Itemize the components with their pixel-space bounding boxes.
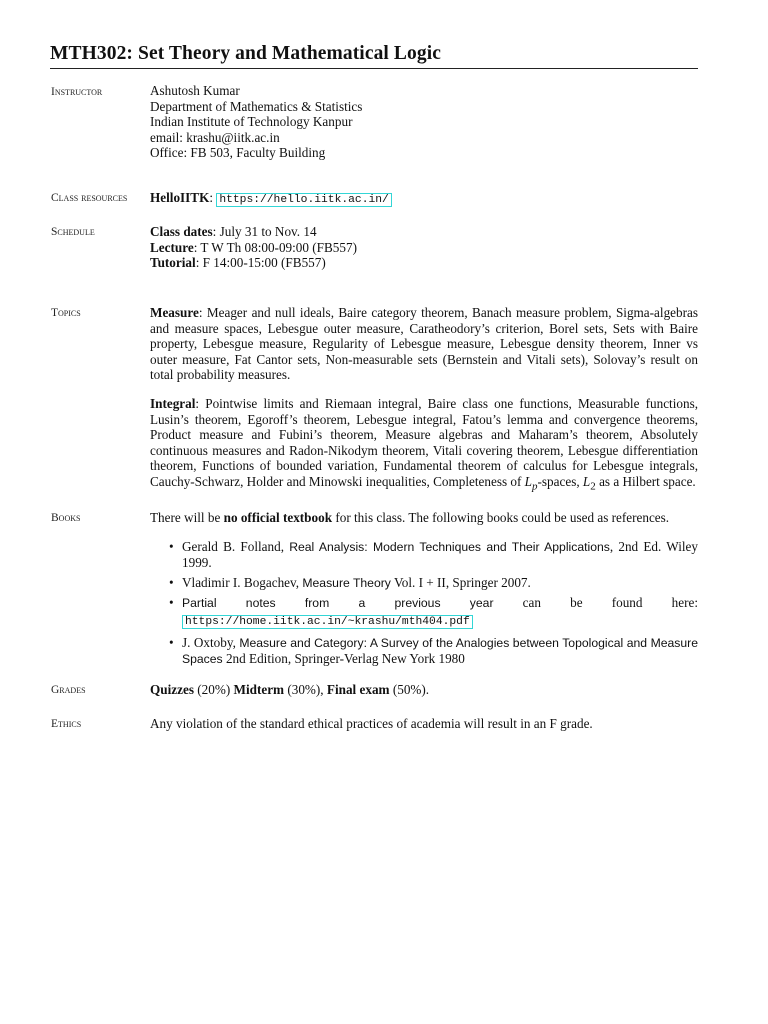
resource-link[interactable]: https://hello.iitk.ac.in/	[216, 193, 391, 207]
book-item	[150, 595, 698, 630]
title-rule	[50, 68, 698, 69]
section-label-topics: Topics	[51, 307, 81, 319]
quizzes-label: Quizzes	[150, 682, 194, 697]
section-label-class-resources: Class resources	[51, 192, 128, 204]
section-label-schedule: Schedule	[51, 226, 95, 238]
book-title: Real Analysis: Modern Techniques and Their Applications	[289, 539, 610, 554]
books-intro	[150, 510, 698, 526]
topics-block	[150, 305, 698, 495]
lp-symbol: L	[524, 473, 533, 489]
book-item	[150, 539, 698, 571]
book-details: , 2nd Ed. Wiley 1999.	[182, 538, 698, 571]
class-dates-label: Class dates	[150, 224, 213, 239]
book-author: Vladimir I. Bogachev,	[182, 574, 303, 590]
integral-label: Integral	[150, 395, 196, 411]
notes-text: can be found here:	[493, 595, 699, 611]
topics-measure-paragraph	[150, 305, 698, 383]
books-intro-bold: no official textbook	[223, 510, 333, 525]
ethics-block	[150, 716, 698, 732]
final-exam-value: (50%).	[389, 682, 430, 697]
l2-symbol: L	[582, 473, 591, 489]
instructor-name: Ashutosh Kumar	[150, 83, 240, 98]
books-block	[150, 510, 698, 672]
instructor-email: email: krashu@iitk.ac.in	[150, 129, 280, 145]
notes-link[interactable]: https://home.iitk.ac.in/~krashu/mth404.pdf	[182, 615, 473, 629]
lecture-label: Lecture	[150, 239, 194, 255]
bullet-icon: •	[169, 595, 174, 611]
class-resources-block	[150, 190, 698, 209]
ethics-text: Any violation of the standard ethical practices of academia will result in an F grade.	[150, 716, 593, 731]
tutorial-label: Tutorial	[150, 255, 196, 271]
book-author: J. Oxtoby,	[182, 634, 240, 650]
midterm-value: (30%),	[284, 682, 327, 697]
midterm-label: Midterm	[233, 682, 285, 697]
topics-integral-paragraph	[150, 396, 698, 495]
l2-subscript: 2	[590, 480, 596, 493]
instructor-office: Office: FB 503, Faculty Building	[150, 145, 326, 161]
instructor-institute: Indian Institute of Technology Kanpur	[150, 114, 353, 130]
measure-label: Measure	[150, 305, 199, 320]
tutorial-value: : F 14:00-15:00 (FB557)	[195, 255, 326, 271]
book-title: Measure Theory	[302, 575, 391, 590]
book-details: 2nd Edition, Springer-Verlag New York 1980	[222, 651, 465, 667]
resource-name: HelloIITK	[150, 190, 210, 205]
measure-text: : Meager and null ideals, Baire category theorem, Banach measure problem, Sigma-algebras and measure spaces, Lebesgue outer measure, Caratheodory’s criterion, Borel sets, Sets with Baire property, Lebesgue measure, Regularity of Lebesgue measure, Lebesgue density theorem, Inner vs outer measure, Fat Cantor sets, Non-measurable sets (Bernstein and Vitali sets), Solovay’s result on total probability measures.	[150, 305, 698, 383]
bullet-icon: •	[169, 574, 174, 590]
notes-label: Partial notes from a previous year	[182, 596, 494, 611]
integral-end: as a Hilbert space.	[595, 473, 696, 489]
book-details: Vol. I + II, Springer 2007.	[390, 574, 531, 590]
integral-text: : Pointwise limits and Riemaan integral, Baire class one functions, Measurable functions, Lusin’s theorem, Egoroff’s theorem, Lebesgue integral, Fatou’s lemma and convergence theorems, Product measure and Fubini’s theorem, Measure algebras and Maharam’s theorem, Absolutely continuous measures and Radon-Nikodym theorem, Vitali covering theorem, Lebesgue differentiation theorem, Functions of bounded variation, Fundamental theorem of calculus for Lebesgue integrals, Cauchy-Schwarz, Holder and Minowski inequalities, Completeness of	[150, 395, 698, 489]
final-exam-label: Final exam	[326, 682, 390, 697]
section-label-instructor: Instructor	[51, 86, 103, 98]
book-item	[150, 575, 698, 592]
grades-block	[150, 682, 698, 698]
book-title: Measure and Category: A Survey of the Analogies between Topological and Measure Spaces	[182, 635, 698, 667]
bullet-icon: •	[169, 538, 174, 554]
section-label-books: Books	[51, 512, 81, 524]
quizzes-value: (20%)	[193, 682, 234, 697]
lp-subscript: p	[532, 480, 538, 493]
section-label-ethics: Ethics	[51, 718, 82, 730]
section-label-grades: Grades	[51, 684, 86, 696]
resource-separator: :	[209, 190, 217, 205]
class-dates-value: : July 31 to Nov. 14	[212, 224, 317, 239]
book-list	[150, 539, 698, 668]
instructor-department: Department of Mathematics & Statistics	[150, 98, 363, 114]
bullet-icon: •	[169, 634, 174, 650]
integral-mid: -spaces,	[537, 473, 583, 489]
books-intro-post: for this class. The following books could be used as references.	[332, 510, 670, 525]
book-item	[150, 635, 698, 668]
instructor-block	[150, 83, 698, 161]
books-intro-pre: There will be	[150, 510, 224, 525]
book-author: Gerald B. Folland,	[182, 538, 290, 554]
lecture-value: : T W Th 08:00-09:00 (FB557)	[193, 239, 357, 255]
schedule-block	[150, 224, 698, 271]
page-title: MTH302: Set Theory and Mathematical Logic	[50, 43, 441, 64]
